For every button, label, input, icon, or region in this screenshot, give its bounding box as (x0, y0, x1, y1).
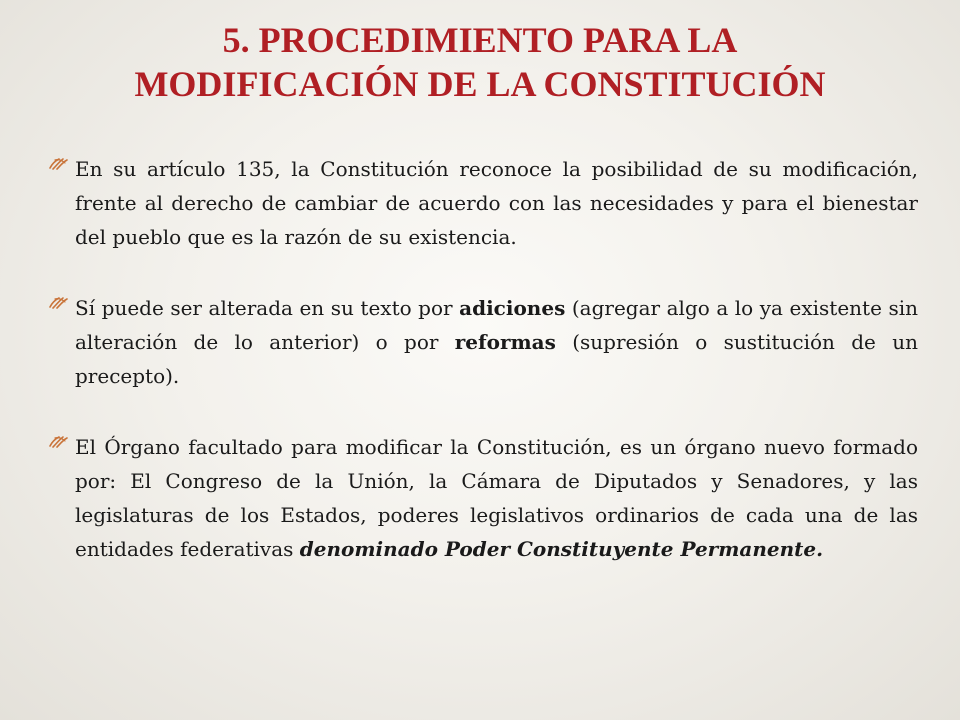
slide-title (0, 18, 960, 106)
bullet-text: El Órgano facultado para modificar la Constitución, es un órgano nuevo formado por: El Congreso de la Unión, la Cámara de Diputados y Senadores, y las legislaturas de los Estados, poderes legislativos ordinarios de cada una de las entidades federativas (75, 435, 918, 561)
bullet-item-article-135 (48, 152, 918, 254)
slide-title-line-2: MODIFICACIÓN DE LA CONSTITUCIÓN (134, 64, 826, 104)
bullet-item-alteration (48, 291, 918, 393)
bullet-text: (supresión o sustitución de un precepto). (75, 330, 918, 388)
slide-title-line-1: 5. PROCEDIMIENTO PARA LA (222, 20, 738, 60)
bullet-text: (agregar algo a lo ya existente sin alteración de lo anterior) o por (75, 296, 919, 354)
decorative-bullet-icon (48, 294, 70, 310)
bullet-text: Sí puede ser alterada en su texto por (75, 296, 460, 320)
bullet-item-organo (48, 430, 918, 566)
bold-term-adiciones: adiciones (459, 296, 566, 320)
bullet-text: En su artículo 135, la Constitución reconoce la posibilidad de su modificación, frente al derecho de cambiar de acuerdo con las necesidades y para el bienestar del pueblo que es la razón de su existencia. (75, 157, 918, 249)
bullet-list (48, 152, 918, 566)
decorative-bullet-icon (48, 433, 70, 449)
decorative-bullet-icon (48, 155, 70, 171)
bold-italic-term-poder-constituyente: denominado Poder Constituyente Permanente. (299, 537, 824, 561)
bold-term-reformas: reformas (454, 330, 556, 354)
